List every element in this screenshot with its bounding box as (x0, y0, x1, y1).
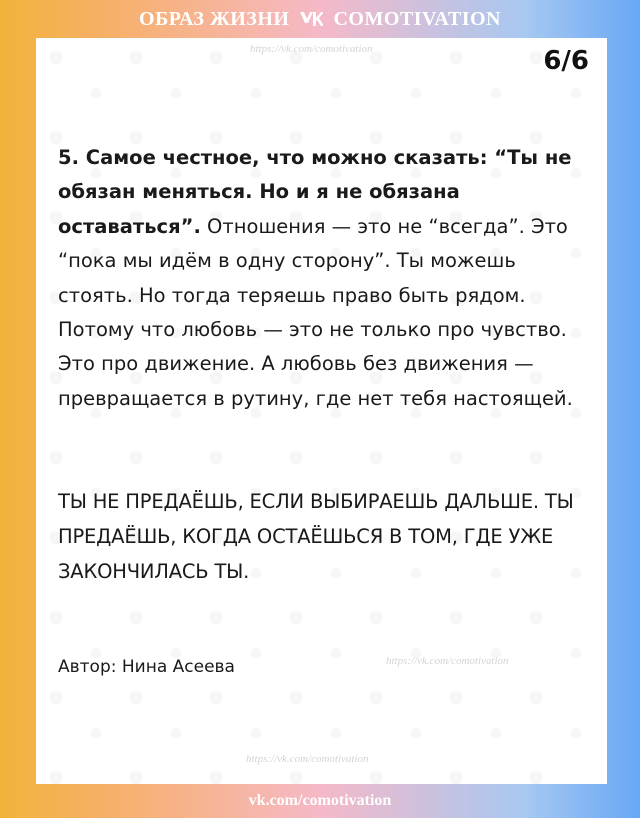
vk-logo-icon (299, 7, 323, 31)
author-line: Автор: Нина Асеева (58, 657, 235, 677)
watermark-mid: https://vk.com/comotivation (386, 655, 509, 667)
body-bold-text: 5. Самое честное, что можно сказать: “Ты не обязан меняться. Но и я не обязана оставаться”. (58, 146, 572, 238)
footer-link[interactable]: vk.com/comotivation (248, 792, 392, 809)
header-right-text: COMOTIVATION (333, 7, 501, 30)
header-banner (0, 0, 640, 38)
body-regular-text: Отношения — это не “всегда”. Это “пока мы идём в одну сторону”. Ты можешь стоять. Но тогда теряешь право быть рядом. Потому что любовь — это не только про чувство. Это про движение. А любовь без движения — превращается в рутину, где нет тебя настоящей. (58, 214, 573, 410)
caps-quote: ТЫ НЕ ПРЕДАЁШЬ, ЕСЛИ ВЫБИРАЕШЬ ДАЛЬШЕ. ТЫ ПРЕДАЁШЬ, КОГДА ОСТАЁШЬСЯ В ТОМ, ГДЕ УЖЕ ЗАКОНЧИЛАСЬ ТЫ. (58, 490, 574, 583)
content-card (36, 38, 607, 784)
header-left-text: ОБРАЗ ЖИЗНИ (139, 7, 290, 30)
watermark-bottom: https://vk.com/comotivation (246, 753, 369, 765)
page-number: 6/6 (543, 46, 589, 76)
body-paragraph (58, 141, 588, 416)
watermark-top: https://vk.com/comotivation (250, 43, 373, 55)
